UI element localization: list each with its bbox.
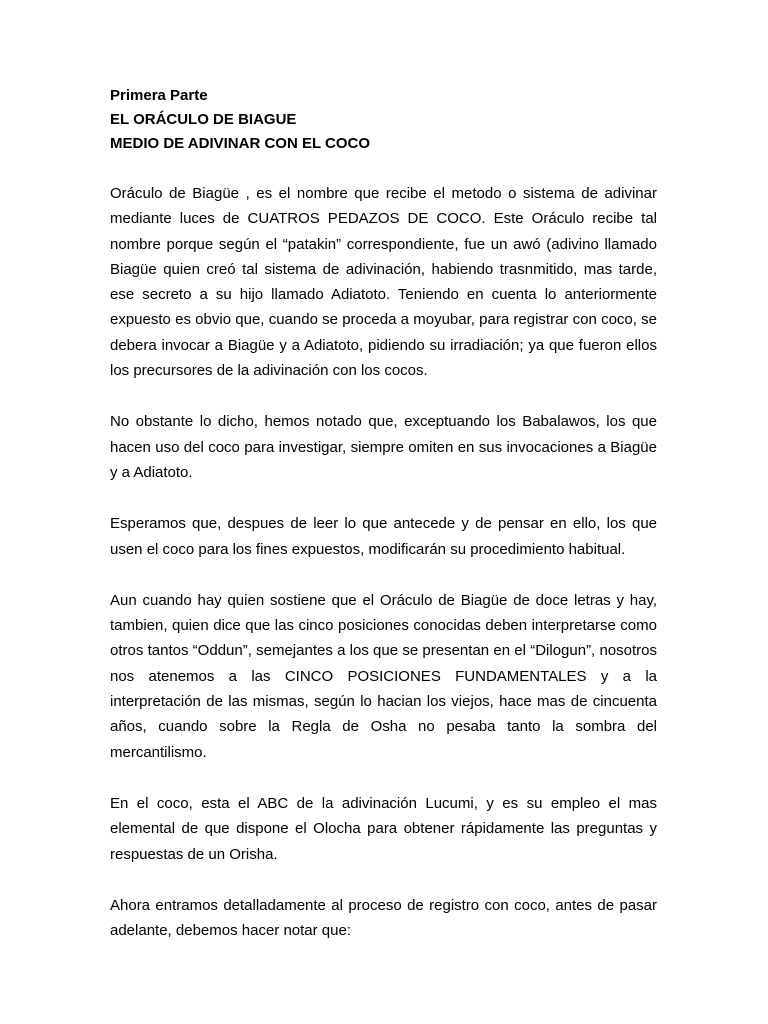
page-content <box>110 84 657 969</box>
paragraph: Ahora entramos detalladamente al proceso de registro con coco, antes de pasar adelante, debemos hacer notar que: <box>110 896 657 940</box>
paragraph: En el coco, esta el ABC de la adivinación Lucumi, y es su empleo el mas elemental de que dispone el Olocha para obtener rápidamente las preguntas y respuestas de un Orisha. <box>110 794 657 863</box>
paragraph: Aun cuando hay quien sostiene que el Oráculo de Biagüe de doce letras y hay, tambien, quien dice que las cinco posiciones conocidas deben interpretarse como otros tantos “Oddun”, semejantes a los que se presentan en el “Dilogun”, nosotros nos atenemos a las CINCO POSICIONES FUNDAMENTALES y a la interpretación de las mismas, según lo hacian los viejos, hace mas de cincuenta años, cuando sobre la Regla de Osha no pesaba tanto la sombra del mercantilismo. <box>110 591 657 761</box>
document-subtitle: MEDIO DE ADIVINAR CON EL COCO <box>110 135 371 152</box>
paragraph: Oráculo de Biagüe , es el nombre que recibe el metodo o sistema de adivinar mediante luces de CUATROS PEDAZOS DE COCO. Este Oráculo recibe tal nombre porque según el “patakin” correspondiente, fue un awó (adivino llamado Biagüe quien creó tal sistema de adivinación, habiendo trasnmitido, mas tarde, ese secreto a su hijo llamado Adiatoto. Teniendo en cuenta lo anteriormente expuesto es obvio que, cuando se proceda a moyubar, para registrar con coco, se debera invocar a Biagüe y a Adiatoto, pidiendo su irradiación; ya que fueron ellos los precursores de la adivinación con los cocos. <box>110 185 657 380</box>
heading-block <box>110 84 657 156</box>
paragraph: Esperamos que, despues de leer lo que antecede y de pensar en ello, los que usen el coco para los fines expuestos, modificarán su procedimiento habitual. <box>110 515 657 558</box>
document-title: EL ORÁCULO DE BIAGUE <box>110 111 297 128</box>
paragraph: No obstante lo dicho, hemos notado que, exceptuando los Babalawos, los que hacen uso del coco para investigar, siempre omiten en sus invocaciones a Biagüe y a Adiatoto. <box>110 413 657 481</box>
section-label: Primera Parte <box>110 87 208 104</box>
